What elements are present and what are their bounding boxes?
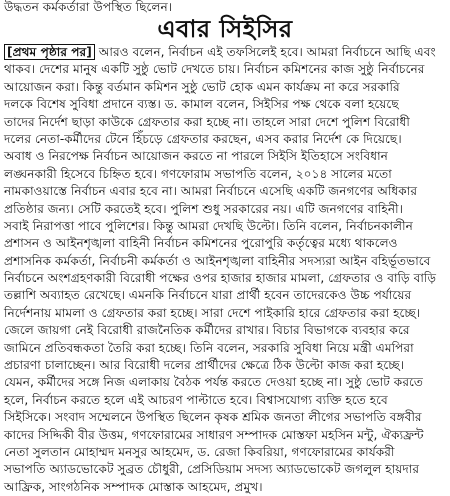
body-line: সিইসিকে। সংবাদ সম্মেলনে উপস্থিত ছিলেন কৃষক শ্রমিক জনতা লীগের সভাপতি বঙ্গবীর (4, 410, 422, 425)
body-line: তাদের নির্দেশ ছাড়া কাউকে গ্রেফতার করা হচ্ছে না। তাহলে সারা দেশে পুলিশ বিরোধী (4, 114, 410, 129)
body-line: নির্দেশনায় মামলা ও গ্রেফতার করা হচ্ছে। সারা দেশে পাইকারি হারে গ্রেফতার করা হচ্ছে। (4, 305, 421, 320)
body-line: নির্বাচনে অংশগ্রহণকারী বিরোধী পক্ষের ওপর হাজার হাজার মামলা, গ্রেফতার ও বাড়ি বাড়ি (4, 271, 437, 286)
previous-article-tail: উদ্ধতন কর্মকর্তারা উপস্থিত ছিলেন। (4, 0, 173, 14)
body-line: দলকে বিশেষ সুবিধা প্রদানে ব্যস্ত। ড. কামাল বলেন, সিইসির পক্ষ থেকে বলা হয়েছে (4, 97, 399, 112)
article-headline: এবার সিইসির (157, 15, 293, 43)
article-body (4, 44, 446, 496)
body-line: প্রতিষ্ঠার জন্য। সেটি করতেই হবে। পুলিশ শুধু সরকারের নয়। এটি জনগণের বাহিনী। (4, 201, 403, 216)
body-line: দলের নেতা-কর্মীদের টেনে হিঁচড়ে গ্রেফতার করছেন, এসব করার নির্দেশ কে দিয়েছে। (4, 131, 402, 146)
body-line: জামিনে প্রতিবন্ধকতা তৈরি করা হচ্ছে। তিনি বলেন, সরকারি সুবিধা নিয়ে মন্ত্রী এমপিরা (4, 340, 414, 355)
body-line: নামকাওয়াস্তে নির্বাচন এবার হবে না। আমরা নির্বাচনে এসেছি একটি জনগণের অধিকার (4, 184, 418, 199)
body-line: প্রচারণা চালাচ্ছেন। আর বিরোধী দলের প্রার্থীদের ক্ষেত্রে ঠিক উল্টো কাজ করা হচ্ছে। (4, 358, 405, 373)
body-line: কাদের সিদ্দিকী বীর উত্তম, গণফোরামের সাধারণ সম্পাদক মোস্তফা মহসিন মন্টু, ঐক্যফ্রন্ট (4, 427, 424, 442)
body-line: আয়োজন করা। কিন্তু বর্তমান কমিশন সুষ্ঠু ভোট হোক এমন কার্যক্রম না করে সরকারি (4, 79, 400, 94)
body-line: প্রশাসন ও আইনশৃঙ্খলা বাহিনী নির্বাচন কমিশনের পুরোপুরি কর্তৃত্বের মধ্যে থাকলেও (4, 236, 398, 251)
body-line: থাকব। দেশের মানুষ একটি সুষ্ঠু ভোট দেখতে চায়। নির্বাচন কমিশনের কাজ সুষ্ঠু নির্বাচনের (4, 62, 425, 77)
body-line: তল্লাশি অব্যাহত রেখেছে। এমনকি নির্বাচনে যারা প্রার্থী হবেন তাদেরকেও উচ্চ পর্যায়ের (4, 288, 412, 303)
body-line: সভাপতি অ্যাডভোকেট সুব্রত চৌধুরী, প্রেসিডিয়াম সদস্য অ্যাডভোকেট জগলুল হায়দার (4, 462, 420, 477)
body-line: লঙ্ঘনকারী হিসেবে চিহ্নিত হবে। গণফোরাম সভাপতি বলেন, ২০১৪ সালের মতো (4, 166, 392, 181)
body-line: যেমন, কর্মীদের সঙ্গে নিজ এলাকায় বৈঠক পর্যন্ত করতে দেওয়া হচ্ছে না। সুষ্ঠু ভোট করতে (4, 375, 424, 390)
body-line: প্রশাসনিক কর্মকর্তা, নির্বাচনী কর্মকর্তা ও আইনশৃঙ্খলা বাহিনীর সদস্যরা আইন বহির্ভূতভাবে (4, 253, 431, 268)
body-line: আফ্রিক, সাংগঠনিক সম্পাদক মোস্তাক আহমেদ, প্রমুখ। (4, 479, 263, 494)
body-line: নেতা সুলতান মোহাম্মদ মনসুর আহমেদ, ড. রেজা কিবরিয়া, গণফোরামের কার্যকরী (4, 444, 395, 459)
body-line: জেলে জায়গা নেই বিরোধী রাজনৈতিক কর্মীদের রাখার। বিচার বিভাগকে ব্যবহার করে (4, 323, 410, 338)
body-line: অবাধ ও নিরপেক্ষ নির্বাচন আয়োজন করতে না পারলে সিইসি ইতিহাসে সংবিধান (4, 149, 388, 164)
body-line: সবাই নিরাপত্তা পাবে পুলিশের। কিন্তু আমরা দেখছি উল্টো। তিনি বলেন, নির্বাচনকালীন (4, 218, 413, 233)
body-line (4, 44, 446, 61)
continuation-label: [প্রথম পৃষ্ঠার পর] (4, 44, 95, 60)
body-line: হলে, নির্বাচন করতে হলে এই আচরণ পাল্টাতে হবে। বিশ্বাসযোগ্য ব্যক্তি হতে হবে (4, 392, 388, 407)
body-line-text: আরও বলেন, নির্বাচন এই তফসিলেই হবে। আমরা নির্বাচনে আছি এবং (98, 45, 436, 59)
